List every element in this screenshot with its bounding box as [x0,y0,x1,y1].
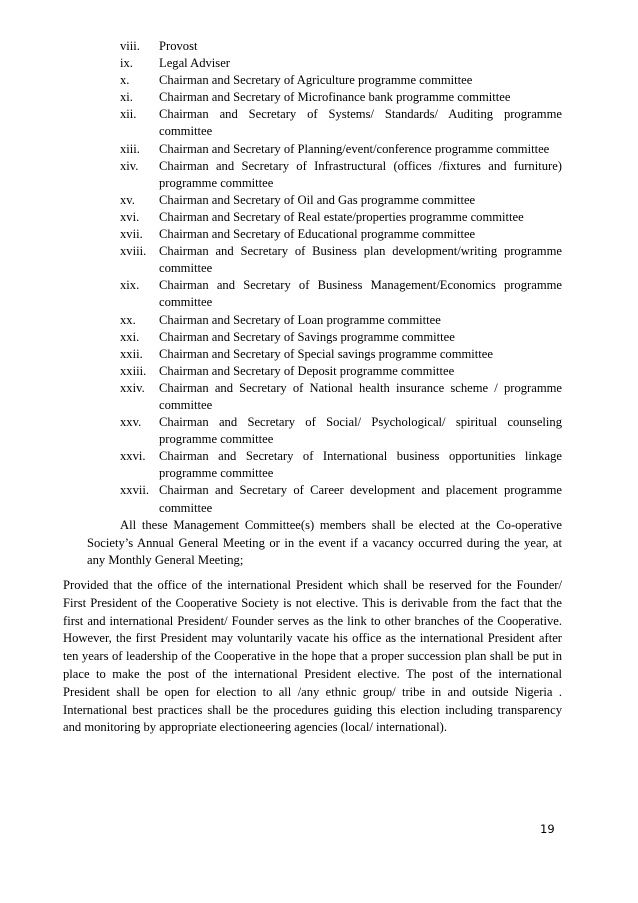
item-text: Provost [159,39,198,53]
list-item [120,226,562,243]
item-text: Chairman and Secretary of Real estate/properties programme committee [159,209,524,224]
item-text: Chairman and Secretary of Educational programme committee [159,227,476,242]
page-number: 19 [540,822,555,836]
item-number: xvi. [120,209,140,224]
list-item [120,329,562,346]
item-number: xi. [120,90,133,105]
item-number: xiii. [120,141,140,156]
item-text: Chairman and Secretary of Savings programme committee [159,329,455,344]
list-item [120,192,562,209]
item-number: ix. [120,56,133,71]
list-item [120,55,562,72]
list-item [120,277,562,311]
item-text: Chairman and Secretary of Microfinance bank programme committee [159,90,511,105]
item-text: Chairman and Secretary of Oil and Gas programme committee [159,192,476,207]
item-text: Chairman and Secretary of Planning/event/conference programme committee [159,141,550,156]
list-item [120,72,562,89]
item-number: xviii. [120,244,147,259]
item-number: xxi. [120,329,140,344]
item-number: xii. [120,107,137,122]
item-number: xxvi. [120,449,146,464]
item-number: xxii. [120,346,143,361]
item-number: viii. [120,39,140,53]
item-number: xxvii. [120,483,150,498]
list-item [120,414,562,448]
list-item [120,380,562,414]
item-number: xx. [120,312,136,327]
list-item [120,346,562,363]
list-item [120,89,562,106]
list-item [120,158,562,192]
election-paragraph: All these Management Committee(s) members shall be elected at the Co-operative Society’s Annual General Meeting or in the event if a vacancy occurred during the year, at any Monthly General Meeting; [87,518,562,568]
list-item [120,141,562,158]
item-number: xvii. [120,227,143,242]
item-number: xix. [120,278,140,293]
list-item [120,312,562,329]
committee-list [120,38,562,517]
item-number: xxiv. [120,380,145,395]
item-text: Chairman and Secretary of National health insurance scheme / programme committee [159,380,562,412]
item-text: Chairman and Secretary of Social/ Psychological/ spiritual counseling programme committee [159,415,562,447]
item-text: Chairman and Secretary of International business opportunities linkage programme committee [159,449,562,481]
item-text: Legal Adviser [159,56,230,71]
list-item [120,209,562,226]
item-number: x. [120,73,130,88]
item-text: Chairman and Secretary of Infrastructural (offices /fixtures and furniture) programme committee [159,158,562,190]
item-number: xxiii. [120,363,147,378]
item-text: Chairman and Secretary of Agriculture programme committee [159,73,473,88]
item-text: Chairman and Secretary of Business plan development/writing programme committee [159,244,562,276]
item-text: Chairman and Secretary of Loan programme committee [159,312,441,327]
item-text: Chairman and Secretary of Systems/ Standards/ Auditing programme committee [159,107,562,139]
item-number: xxv. [120,415,142,430]
list-item [120,363,562,380]
list-item [120,38,562,55]
item-text: Chairman and Secretary of Special savings programme committee [159,346,493,361]
item-number: xv. [120,192,135,207]
proviso-paragraph: Provided that the office of the international President which shall be reserved for the Founder/ First President of the Cooperative Society is not elective. This is derivable from the fact that the first and international President/ Founder serves as the link to other branches of the Cooperative. However, the first President may voluntarily vacate his office as the international President after ten years of leadership of the Cooperative in the hope that a proper succession plan shall be put in place to make the post of the international President elective. The post of the international President shall be open for election to all /any ethnic group/ tribe in and outside Nigeria . International best practices shall be the procedures guiding this election including transparency and monitoring by appropriate electioneering agencies (local/ international). [63,578,562,735]
item-text: Chairman and Secretary of Deposit programme committee [159,363,455,378]
item-number: xiv. [120,158,139,173]
list-item [120,243,562,277]
item-text: Chairman and Secretary of Career development and placement programme committee [159,483,562,515]
item-text: Chairman and Secretary of Business Management/Economics programme committee [159,278,562,310]
list-item [120,482,562,516]
list-item [120,106,562,140]
list-item [120,448,562,482]
